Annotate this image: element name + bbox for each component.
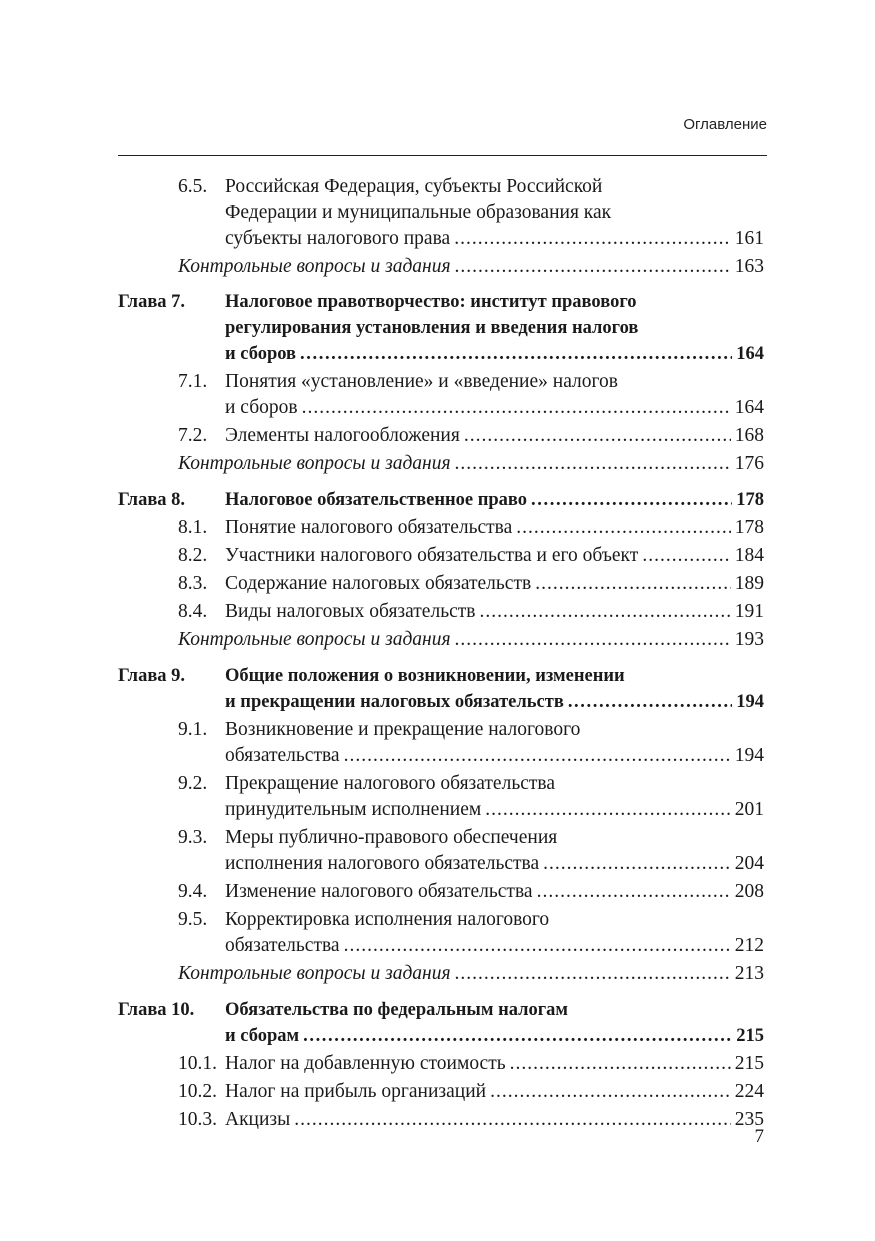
toc-section-entry[interactable] <box>118 515 764 541</box>
entry-title-line: и сборов <box>225 344 297 364</box>
section-number: 6.5. <box>178 176 208 197</box>
entry-leader-row <box>225 599 764 625</box>
entry-title-line: Возникновение и прекращение налогового <box>225 719 581 740</box>
entry-leader-row <box>225 571 764 597</box>
page-ref: 204 <box>734 853 764 874</box>
entry-title-line: Изменение налогового обязательства <box>225 881 533 902</box>
entry-leader-row <box>225 1051 764 1077</box>
entry-title-line: Налог на добавленную стоимость <box>225 1053 506 1074</box>
entry-leader-row <box>178 961 764 987</box>
entry-leader-row <box>225 797 764 823</box>
page-ref: 201 <box>734 799 764 820</box>
entry-leader-row <box>225 1107 764 1133</box>
entry-title-line: Федерации и муниципальные образования как <box>225 202 612 223</box>
entry-title-line: Общие положения о возникновении, изменении <box>225 666 625 686</box>
toc-questions-entry[interactable] <box>118 627 764 653</box>
section-number: 7.1. <box>178 371 208 392</box>
entry-leader-row <box>225 1079 764 1105</box>
entry-leader-row <box>225 743 764 769</box>
entry-leader-row <box>225 689 764 715</box>
dot-leader <box>516 515 730 541</box>
section-number: 9.4. <box>178 881 208 902</box>
toc-chapter-entry[interactable] <box>118 289 764 367</box>
header-rule <box>118 155 767 156</box>
entry-leader-row <box>225 543 764 569</box>
section-number: 9.3. <box>178 827 208 848</box>
toc-section-entry[interactable] <box>118 1051 764 1077</box>
page-ref: 208 <box>734 881 764 902</box>
chapter-number: Глава 8. <box>118 490 186 510</box>
toc-chapter-entry[interactable] <box>118 663 764 715</box>
section-number: 8.3. <box>178 573 208 594</box>
page-ref: 178 <box>734 517 764 538</box>
page-ref: 212 <box>734 935 764 956</box>
entry-title-line: обязательства <box>225 935 340 956</box>
entry-title-line: Понятие налогового обязательства <box>225 517 513 538</box>
entry-title-line: регулирования установления и введения налогов <box>225 318 639 338</box>
page-ref: 178 <box>736 490 764 510</box>
page-ref: 213 <box>734 963 764 984</box>
page-number: 7 <box>754 1126 764 1147</box>
dot-leader <box>479 599 730 625</box>
toc-section-entry[interactable] <box>118 543 764 569</box>
dot-leader <box>537 879 731 905</box>
section-number: 10.2. <box>178 1081 217 1102</box>
entry-title-line: принудительным исполнением <box>225 799 482 820</box>
section-number: 8.2. <box>178 545 208 566</box>
page-ref: 189 <box>734 573 764 594</box>
entry-title-line: Содержание налоговых обязательств <box>225 573 532 594</box>
chapter-number: Глава 9. <box>118 666 186 686</box>
dot-leader <box>464 423 731 449</box>
entry-title-line: Контрольные вопросы и задания <box>178 629 451 650</box>
dot-leader <box>543 851 731 877</box>
page-ref: 164 <box>734 397 764 418</box>
dot-leader <box>455 451 731 477</box>
entry-leader-row <box>225 515 764 541</box>
toc-section-entry[interactable] <box>118 369 764 421</box>
entry-title-line: Виды налоговых обязательств <box>225 601 476 622</box>
entry-title-line: обязательства <box>225 745 340 766</box>
dot-leader <box>490 1079 731 1105</box>
entry-title-line: Акцизы <box>225 1109 291 1130</box>
toc-section-entry[interactable] <box>118 825 764 877</box>
page-ref: 194 <box>736 692 764 712</box>
page-ref: 193 <box>734 629 764 650</box>
page-ref: 235 <box>734 1109 764 1130</box>
entry-title-line: Меры публично-правового обеспечения <box>225 827 558 848</box>
entry-leader-row <box>225 933 764 959</box>
page-ref: 168 <box>734 425 764 446</box>
dot-leader <box>455 254 731 280</box>
page-ref: 191 <box>734 601 764 622</box>
entry-leader-row <box>225 1023 764 1049</box>
dot-leader <box>344 743 731 769</box>
section-number: 10.3. <box>178 1109 217 1130</box>
dot-leader <box>455 961 731 987</box>
dot-leader <box>485 797 731 823</box>
toc-section-entry[interactable] <box>118 1107 764 1133</box>
dot-leader <box>454 226 731 252</box>
entry-leader-row <box>178 451 764 477</box>
toc-questions-entry[interactable] <box>118 961 764 987</box>
page-ref: 163 <box>734 256 764 277</box>
entry-title-line: Налоговое обязательственное право <box>225 490 528 510</box>
section-number: 7.2. <box>178 425 208 446</box>
toc-section-entry[interactable] <box>118 599 764 625</box>
chapter-number: Глава 7. <box>118 292 186 312</box>
page-ref: 184 <box>734 545 764 566</box>
section-number: 9.2. <box>178 773 208 794</box>
page-ref: 224 <box>734 1081 764 1102</box>
toc-questions-entry[interactable] <box>118 254 764 280</box>
entry-leader-row <box>225 851 764 877</box>
dot-leader <box>531 487 732 513</box>
table-of-contents <box>118 172 764 1133</box>
toc-section-entry[interactable] <box>118 717 764 769</box>
entry-title-line: Контрольные вопросы и задания <box>178 453 451 474</box>
page-ref: 215 <box>734 1053 764 1074</box>
page-ref: 164 <box>736 344 764 364</box>
dot-leader <box>510 1051 731 1077</box>
section-number: 8.4. <box>178 601 208 622</box>
entry-title-line: Обязательства по федеральным налогам <box>225 1000 569 1020</box>
dot-leader <box>303 1023 732 1049</box>
entry-title-line: субъекты налогового права <box>225 228 451 249</box>
toc-chapter-entry[interactable] <box>118 997 764 1049</box>
dot-leader <box>568 689 732 715</box>
chapter-number: Глава 10. <box>118 1000 195 1020</box>
page-ref: 215 <box>736 1026 764 1046</box>
dot-leader <box>344 933 731 959</box>
section-number: 9.5. <box>178 909 208 930</box>
toc-section-entry[interactable] <box>118 571 764 597</box>
dot-leader <box>300 341 732 367</box>
toc-section-entry[interactable] <box>118 907 764 959</box>
entry-title-line: Налог на прибыль организаций <box>225 1081 487 1102</box>
dot-leader <box>294 1107 731 1133</box>
entry-title-line: Налоговое правотворчество: институт правового <box>225 292 637 312</box>
toc-section-entry[interactable] <box>118 1079 764 1105</box>
page-ref: 194 <box>734 745 764 766</box>
entry-leader-row <box>178 627 764 653</box>
toc-section-entry[interactable] <box>118 771 764 823</box>
entry-leader-row <box>225 395 764 421</box>
section-number: 9.1. <box>178 719 208 740</box>
toc-section-entry[interactable] <box>118 879 764 905</box>
entry-title-line: Участники налогового обязательства и его объект <box>225 545 639 566</box>
toc-questions-entry[interactable] <box>118 451 764 477</box>
entry-title-line: Прекращение налогового обязательства <box>225 773 555 794</box>
dot-leader <box>455 627 731 653</box>
toc-chapter-entry[interactable] <box>118 487 764 513</box>
dot-leader <box>535 571 731 597</box>
entry-leader-row <box>225 879 764 905</box>
entry-title-line: и сборов <box>225 397 298 418</box>
entry-leader-row <box>225 487 764 513</box>
entry-leader-row <box>225 341 764 367</box>
running-title: Оглавление <box>683 116 767 133</box>
entry-title-line: Корректировка исполнения налогового <box>225 909 550 930</box>
entry-title-line: Российская Федерация, субъекты Российской <box>225 176 603 197</box>
entry-title-line: и сборам <box>225 1026 300 1046</box>
entry-leader-row <box>225 423 764 449</box>
dot-leader <box>642 543 730 569</box>
entry-title-line: Понятия «установление» и «введение» налогов <box>225 371 618 392</box>
entry-title-line: исполнения налогового обязательства <box>225 853 540 874</box>
page-ref: 176 <box>734 453 764 474</box>
entry-title-line: Контрольные вопросы и задания <box>178 963 451 984</box>
page-ref: 161 <box>734 228 764 249</box>
section-number: 8.1. <box>178 517 208 538</box>
section-number: 10.1. <box>178 1053 217 1074</box>
toc-section-entry[interactable] <box>118 174 764 252</box>
entry-leader-row <box>225 226 764 252</box>
toc-section-entry[interactable] <box>118 423 764 449</box>
entry-title-line: и прекращении налоговых обязательств <box>225 692 564 712</box>
entry-title-line: Контрольные вопросы и задания <box>178 256 451 277</box>
dot-leader <box>302 395 731 421</box>
entry-title-line: Элементы налогообложения <box>225 425 460 446</box>
entry-leader-row <box>178 254 764 280</box>
